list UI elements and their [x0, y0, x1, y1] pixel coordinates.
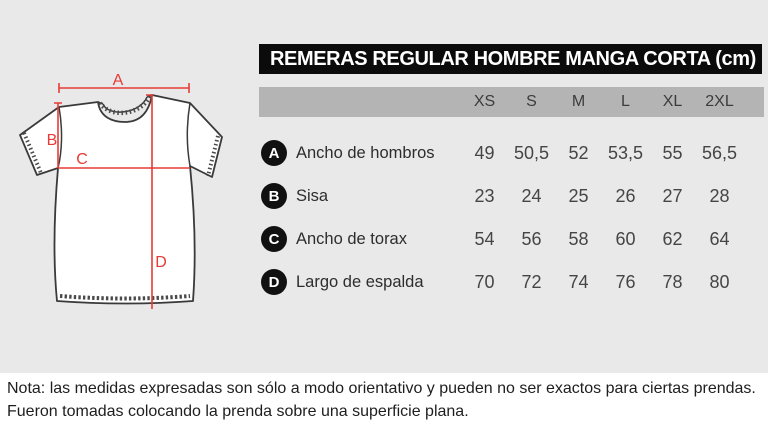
- value-c-xl: 62: [662, 228, 683, 249]
- row-values-a: [461, 143, 743, 164]
- value-a-2xl: 56,5: [701, 142, 738, 163]
- size-col-l: L: [621, 93, 630, 110]
- value-d-xl: 78: [662, 271, 683, 292]
- chart-title: REMERAS REGULAR HOMBRE MANGA CORTA (cm): [259, 44, 762, 74]
- value-b-xl: 27: [662, 185, 683, 206]
- measure-label-d: D: [155, 254, 167, 271]
- measure-label-a: A: [112, 72, 124, 89]
- size-col-s: S: [526, 93, 537, 110]
- size-col-xs: XS: [473, 93, 496, 110]
- row-label-d: Largo de espalda: [296, 272, 424, 291]
- value-c-l: 60: [615, 228, 636, 249]
- value-a-xl: 55: [662, 142, 683, 163]
- row-values-b: [461, 186, 743, 207]
- footnote-line-1: Nota: las medidas expresadas son sólo a modo orientativo y pueden no ser exactos para ciertas prendas.: [7, 380, 756, 397]
- size-col-2xl: 2XL: [705, 93, 734, 110]
- row-values-c: [461, 229, 743, 250]
- row-label-b: Sisa: [296, 186, 329, 205]
- value-a-l: 53,5: [607, 142, 644, 163]
- value-d-2xl: 80: [709, 271, 730, 292]
- value-a-xs: 49: [474, 142, 495, 163]
- table-row-d: [261, 267, 764, 297]
- value-b-2xl: 28: [709, 185, 730, 206]
- footnote-line-2: Fueron tomadas colocando la prenda sobre una superficie plana.: [7, 402, 469, 420]
- measure-line-a: [59, 83, 189, 93]
- row-badge-a: A: [261, 140, 287, 166]
- table-row-b: [261, 181, 764, 211]
- value-d-m: 74: [568, 271, 589, 292]
- table-row-a: [261, 138, 764, 168]
- row-badge-d: D: [261, 269, 287, 295]
- row-badge-c: C: [261, 226, 287, 252]
- measure-label-b: B: [46, 132, 58, 149]
- row-label-c: Ancho de torax: [296, 229, 407, 248]
- value-d-xs: 70: [474, 271, 495, 292]
- tshirt-outline: [20, 95, 222, 304]
- value-a-m: 52: [568, 142, 589, 163]
- row-badge-b: B: [261, 183, 287, 209]
- value-d-s: 72: [521, 271, 542, 292]
- size-header-row: [259, 87, 764, 117]
- tshirt-diagram: [0, 55, 250, 325]
- table-row-c: [261, 224, 764, 254]
- value-c-xs: 54: [474, 228, 495, 249]
- footnote: [7, 378, 763, 423]
- size-col-xl: XL: [662, 93, 683, 110]
- value-b-xs: 23: [474, 185, 495, 206]
- value-c-s: 56: [521, 228, 542, 249]
- value-b-s: 24: [521, 185, 542, 206]
- value-d-l: 76: [615, 271, 636, 292]
- size-col-m: M: [571, 93, 586, 110]
- value-b-l: 26: [615, 185, 636, 206]
- value-b-m: 25: [568, 185, 589, 206]
- row-label-a: Ancho de hombros: [296, 143, 435, 162]
- value-a-s: 50,5: [513, 142, 550, 163]
- value-c-2xl: 64: [709, 228, 730, 249]
- row-values-d: [461, 272, 743, 293]
- value-c-m: 58: [568, 228, 589, 249]
- measure-label-c: C: [76, 151, 88, 168]
- size-header-cells: [461, 93, 743, 111]
